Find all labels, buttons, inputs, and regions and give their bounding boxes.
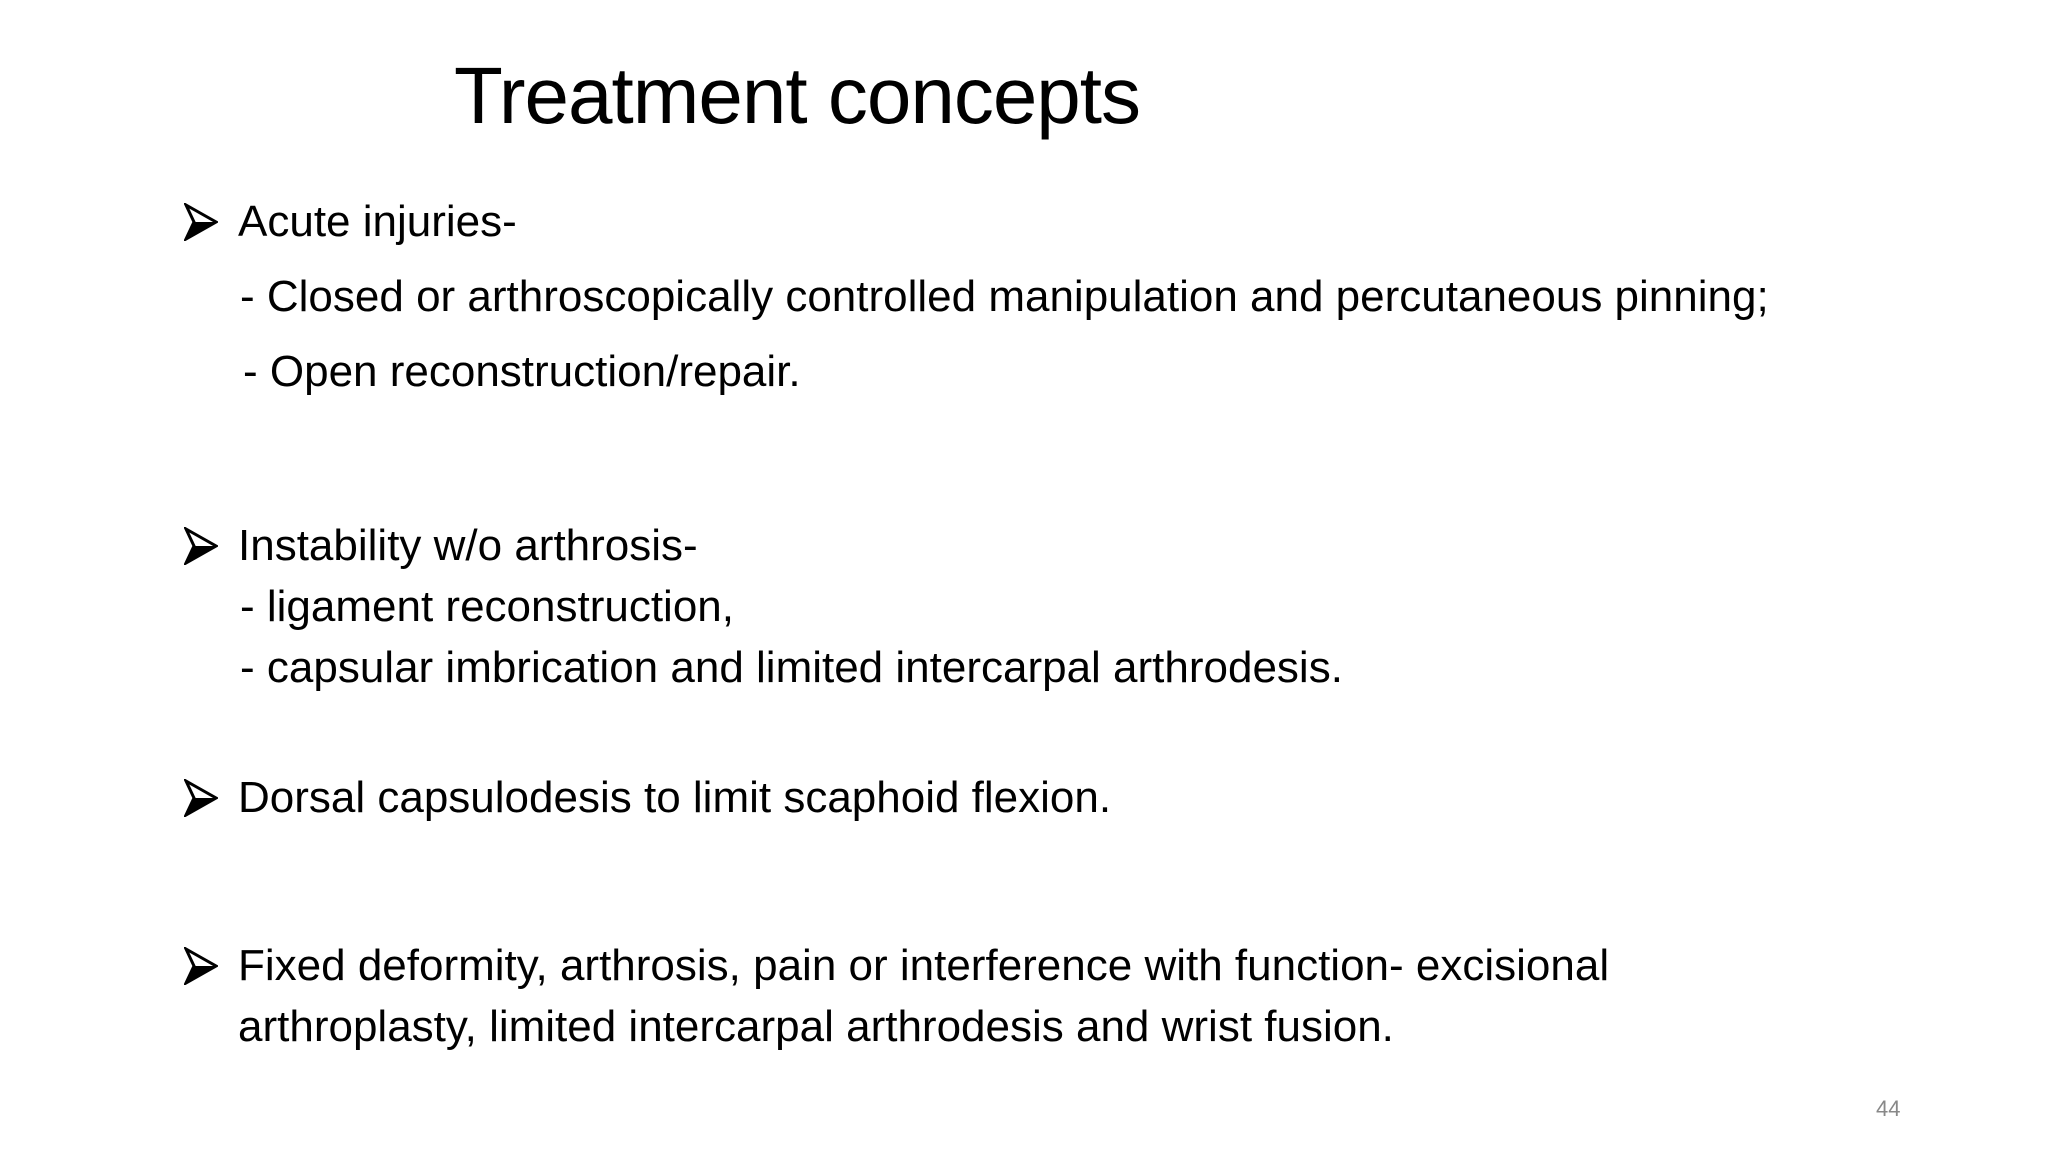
arrow-bullet-icon [184, 779, 218, 817]
arrow-bullet-icon [184, 947, 218, 985]
bullet-heading-instability: Instability w/o arthrosis- [238, 521, 698, 570]
bullet-subitem: - Open reconstruction/repair. [243, 347, 801, 396]
bullet-heading-fixed-deformity: Fixed deformity, arthrosis, pain or interference with function- excisional [238, 941, 1610, 990]
bullet-heading-dorsal-capsulodesis: Dorsal capsulodesis to limit scaphoid flexion. [238, 773, 1112, 822]
arrow-bullet-icon [184, 203, 218, 241]
arrow-bullet-icon [184, 527, 218, 565]
bullet-heading-acute-injuries: Acute injuries- [238, 197, 517, 246]
bullet-subitem: - capsular imbrication and limited intercarpal arthrodesis. [240, 643, 1343, 692]
bullet-subitem: - Closed or arthroscopically controlled manipulation and percutaneous pinning; [240, 272, 1769, 321]
bullet-continuation: arthroplasty, limited intercarpal arthrodesis and wrist fusion. [238, 1002, 1394, 1051]
slide-title: Treatment concepts [454, 51, 1141, 140]
bullet-subitem: - ligament reconstruction, [240, 582, 734, 631]
page-number: 44 [1876, 1096, 1901, 1121]
